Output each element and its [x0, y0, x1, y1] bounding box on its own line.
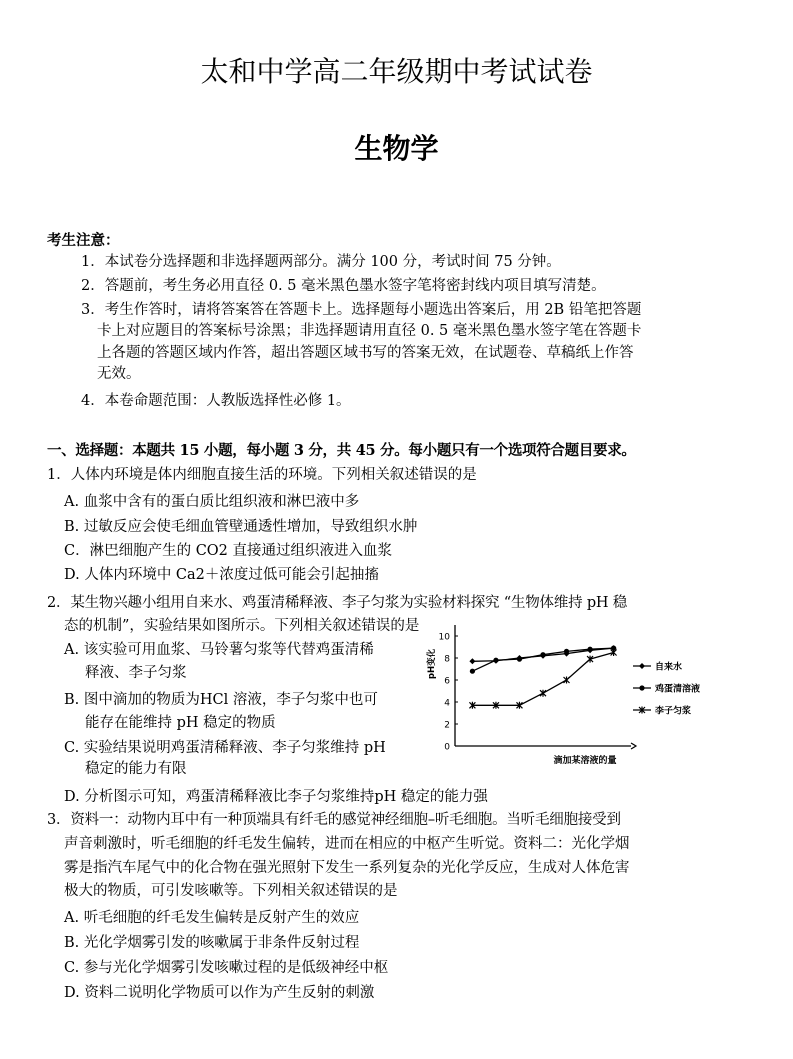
series-point	[470, 669, 475, 674]
question-2-stem: 2．某生物兴趣小组用自来水、鸡蛋清稀释液、李子匀浆为实验材料探究 “生物体维持 pH 稳	[47, 595, 628, 611]
question-3-option-c: C. 参与光化学烟雾引发咳嗽过程的是低级神经中枢	[64, 960, 389, 976]
notice-item: 卡上对应题目的答案标号涂黑；非选择题请用直径 0. 5 毫米黑色墨水签字笔在答题卡	[97, 323, 642, 339]
legend-label: 李子匀浆	[655, 706, 692, 717]
series-point	[540, 690, 546, 697]
x-axis-label: 滴加某溶液的量	[553, 756, 617, 766]
question-2-option-b: B. 图中滴加的物质为HCl 溶液，李子匀浆中也可	[64, 692, 378, 708]
y-axis-label: pH变化	[427, 648, 437, 680]
legend-label: 自来水	[655, 662, 683, 673]
series-point	[469, 658, 475, 664]
series-point	[639, 685, 644, 690]
y-tick-label: 8	[444, 654, 450, 665]
notice-item: 4．本卷命题范围：人教版选择性必修 1。	[81, 393, 351, 409]
series-point	[540, 652, 545, 657]
subject-title: 生物学	[354, 132, 439, 165]
question-3-stem: 3．资料一：动物内耳中有一种顶端具有纤毛的感觉神经细胞–听毛细胞。当听毛细胞接受到	[47, 812, 621, 828]
legend-label: 鸡蛋清溶液	[655, 684, 701, 695]
question-1-option-c: C．淋巴细胞产生的 CO2 直接通过组织液进入血浆	[64, 543, 393, 559]
series-point	[564, 649, 569, 654]
question-2-option-d: D. 分析图示可知，鸡蛋清稀释液比李子匀浆维持pH 稳定的能力强	[64, 789, 488, 805]
notice-item: 无效。	[97, 366, 141, 382]
series-point	[639, 663, 645, 669]
question-1-option-d: D. 人体内环境中 Ca2＋浓度过低可能会引起抽搐	[64, 567, 379, 583]
y-tick-label: 10	[438, 632, 450, 643]
question-2-option-a-cont: 释液、李子匀浆	[85, 665, 187, 681]
exam-title: 太和中学高二年级期中考试试卷	[200, 55, 593, 88]
notice-item: 1．本试卷分选择题和非选择题两部分。满分 100 分，考试时间 75 分钟。	[81, 254, 561, 270]
x-axis-arrow	[631, 743, 636, 749]
notice-heading: 考生注意：	[47, 232, 120, 249]
series-point	[517, 657, 522, 662]
question-1-stem: 1．人体内环境是体内细胞直接生活的环境。下列相关叙述错误的是	[47, 467, 477, 483]
notice-item: 3．考生作答时，请将答案答在答题卡上。选择题每小题选出答案后，用 2B 铅笔把答题	[81, 302, 642, 318]
question-1-option-a: A. 血浆中含有的蛋白质比组织液和淋巴液中多	[64, 494, 360, 510]
question-2-stem: 态的机制”，实验结果如图所示。下列相关叙述错误的是	[64, 618, 420, 634]
question-3-option-b: B. 光化学烟雾引发的咳嗽属于非条件反射过程	[64, 935, 360, 951]
y-tick-label: 2	[444, 720, 450, 731]
question-3-stem: 雾是指汽车尾气中的化合物在强光照射下发生一系列复杂的光化学反应，生成对人体危害	[64, 860, 630, 876]
question-3-option-d: D. 资料二说明化学物质可以作为产生反射的刺激	[64, 985, 375, 1001]
question-1-option-b: B. 过敏反应会使毛细血管壁通透性增加，导致组织水肿	[64, 519, 418, 535]
question-3-stem: 极大的物质，可引发咳嗽等。下列相关叙述错误的是	[64, 883, 398, 899]
series-point	[493, 658, 498, 663]
question-3-option-a: A. 听毛细胞的纤毛发生偏转是反射产生的效应	[64, 910, 360, 926]
series-point	[564, 677, 570, 684]
ph-line-chart	[425, 618, 725, 778]
question-3-stem: 声音刺激时，听毛细胞的纤毛发生偏转，进而在相应的中枢产生听觉。资料二：光化学烟	[64, 836, 630, 852]
notice-item: 2．答题前，考生务必用直径 0. 5 毫米黑色墨水签字笔将密封线内项目填写清楚。	[81, 278, 606, 294]
question-2-option-b-cont: 能存在能维持 pH 稳定的物质	[85, 715, 276, 731]
section-heading: 一、选择题：本题共 15 小题，每小题 3 分，共 45 分。每小题只有一个选项符合题目要求。	[47, 442, 636, 459]
y-tick-label: 6	[444, 676, 450, 687]
question-2-option-c-cont: 稳定的能力有限	[85, 761, 187, 777]
notice-item: 上各题的答题区域内作答，超出答题区域书写的答案无效，在试题卷、草稿纸上作答	[97, 345, 634, 361]
y-tick-label: 4	[444, 698, 450, 709]
question-2-option-a: A. 该实验可用血浆、马铃薯匀浆等代替鸡蛋清稀	[64, 642, 374, 658]
question-2-option-c: C. 实验结果说明鸡蛋清稀释液、李子匀浆维持 pH	[64, 740, 386, 756]
y-tick-label: 0	[444, 742, 450, 753]
series-point	[587, 647, 592, 652]
